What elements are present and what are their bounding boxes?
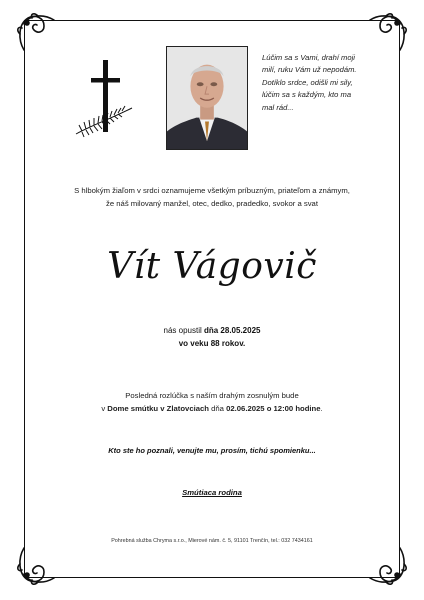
intro-line-1: S hlbokým žiaľom v srdci oznamujeme všetkým príbuzným, priateľom a známym,	[74, 186, 350, 195]
cross-with-palm-icon	[72, 58, 142, 142]
farewell-end: .	[320, 403, 323, 413]
farewell-pre: v	[101, 403, 108, 413]
family-signature: Smútiaca rodina	[182, 488, 242, 497]
corner-ornament-icon	[364, 542, 410, 588]
death-age: vo veku 88 rokov.	[178, 338, 246, 348]
announcement-intro	[40, 184, 384, 210]
death-info	[40, 325, 384, 350]
funeral-info	[40, 390, 384, 415]
farewell-poem	[262, 52, 388, 114]
corner-ornament-icon	[364, 10, 410, 56]
poem-line: mal rád...	[262, 102, 294, 112]
funeral-datetime: 02.06.2025 o 12:00 hodine	[226, 403, 321, 413]
death-prefix: nás opustil	[163, 326, 204, 335]
deceased-name: Vít Vágovič	[107, 246, 317, 287]
farewell-line-1: Posledná rozlúčka s naším drahým zosnulým bude	[125, 391, 299, 400]
funeral-service-footer: Pohrebná služba Chryma s.r.o., Mierové nám. č. 5, 91101 Trenčín, tel.: 032 7434161	[111, 538, 313, 544]
funeral-place: Dome smútku v Zlatovciach	[107, 403, 209, 413]
poem-line: Dotíklo srdce, odišli mi sily,	[262, 77, 353, 87]
memory-request: Kto ste ho poznali, venujte mu, prosím, tichú spomienku...	[108, 446, 316, 455]
intro-line-2: že náš milovaný manžel, otec, dedko, pradedko, svokor a svat	[106, 199, 318, 208]
poem-line: lúčim sa s každým, kto ma	[262, 90, 352, 100]
poem-line: milí, ruku Vám už nepodám.	[262, 65, 357, 75]
corner-ornament-icon	[14, 542, 60, 588]
farewell-mid: dňa	[208, 403, 227, 413]
death-date: dňa 28.05.2025	[203, 326, 261, 335]
corner-ornament-icon	[14, 10, 60, 56]
portrait-photo	[166, 46, 248, 150]
poem-line: Lúčim sa s Vami, drahí moji	[262, 53, 355, 62]
